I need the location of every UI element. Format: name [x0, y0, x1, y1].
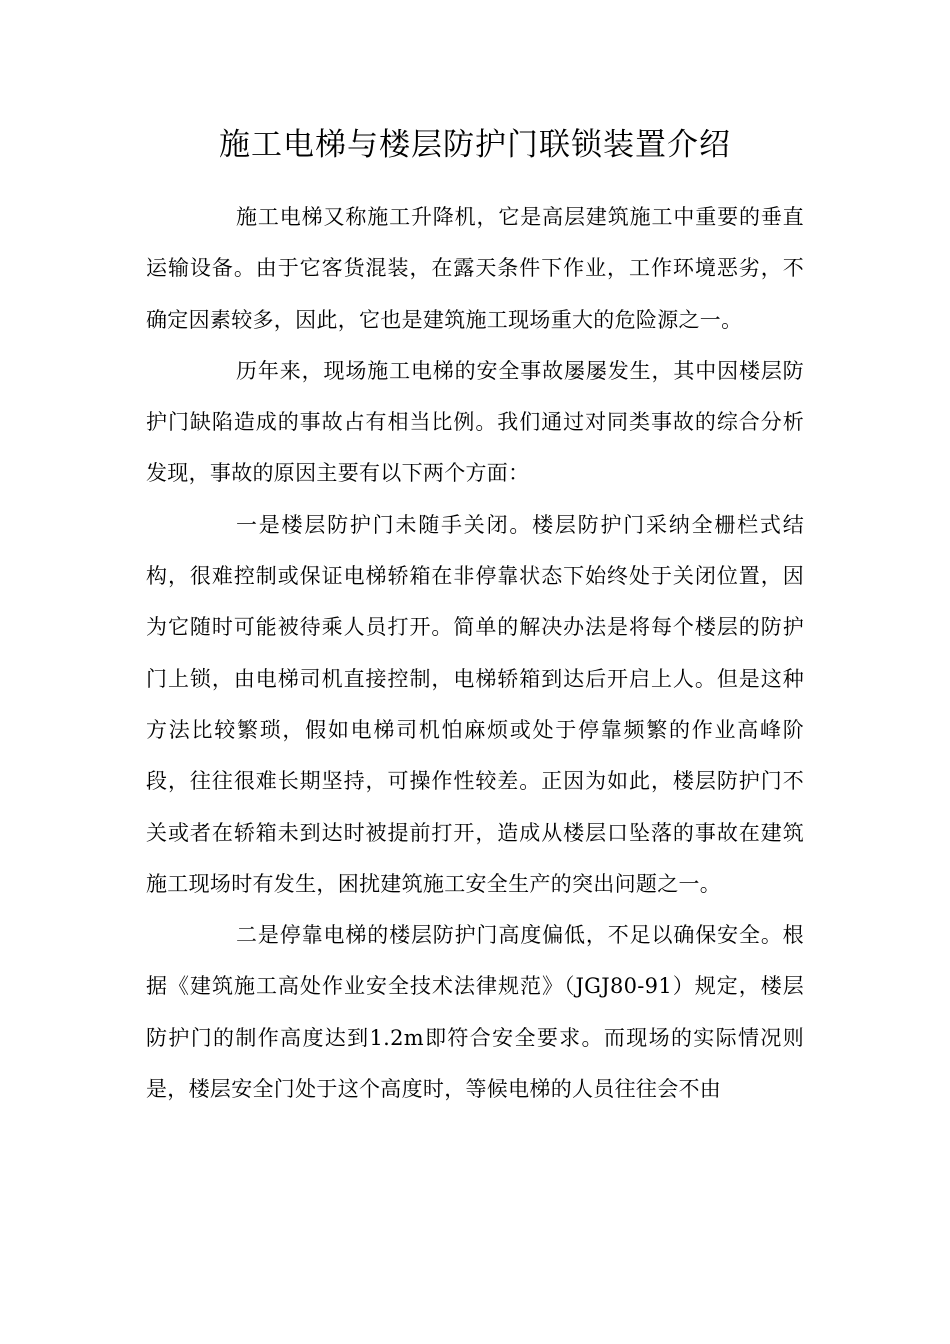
document-body [146, 192, 804, 1115]
paragraph-cause-one: 一是楼层防护门未随手关闭。楼层防护门采纳全栅栏式结构，很难控制或保证电梯轿箱在非停靠状态下始终处于关闭位置，因为它随时可能被待乘人员打开。简单的解决办法是将每个楼层的防护门上锁，由电梯司机直接控制，电梯轿箱到达后开启上人。但是这种方法比较繁琐，假如电梯司机怕麻烦或处于停靠频繁的作业高峰阶段，往往很难长期坚持，可操作性较差。正因为如此，楼层防护门不关或者在轿箱未到达时被提前打开，造成从楼层口坠落的事故在建筑施工现场时有发生，困扰建筑施工安全生产的突出问题之一。 [146, 512, 804, 896]
paragraph-cause-two: 二是停靠电梯的楼层防护门高度偏低，不足以确保安全。根据《建筑施工高处作业安全技术法律规范》（JGJ80-91）规定，楼层防护门的制作高度达到1.2m即符合安全要求。而现场的实际情况则是，楼层安全门处于这个高度时，等候电梯的人员往往会不由 [146, 923, 804, 1102]
document-title: 施工电梯与楼层防护门联锁装置介绍 [219, 127, 731, 163]
paragraph-intro: 施工电梯又称施工升降机，它是高层建筑施工中重要的垂直运输设备。由于它客货混装，在露天条件下作业，工作环境恶劣，不确定因素较多，因此，它也是建筑施工现场重大的危险源之一。 [146, 205, 804, 332]
paragraph-accident-causes: 历年来，现场施工电梯的安全事故屡屡发生，其中因楼层防护门缺陷造成的事故占有相当比例。我们通过对同类事故的综合分析发现，事故的原因主要有以下两个方面： [146, 358, 804, 486]
